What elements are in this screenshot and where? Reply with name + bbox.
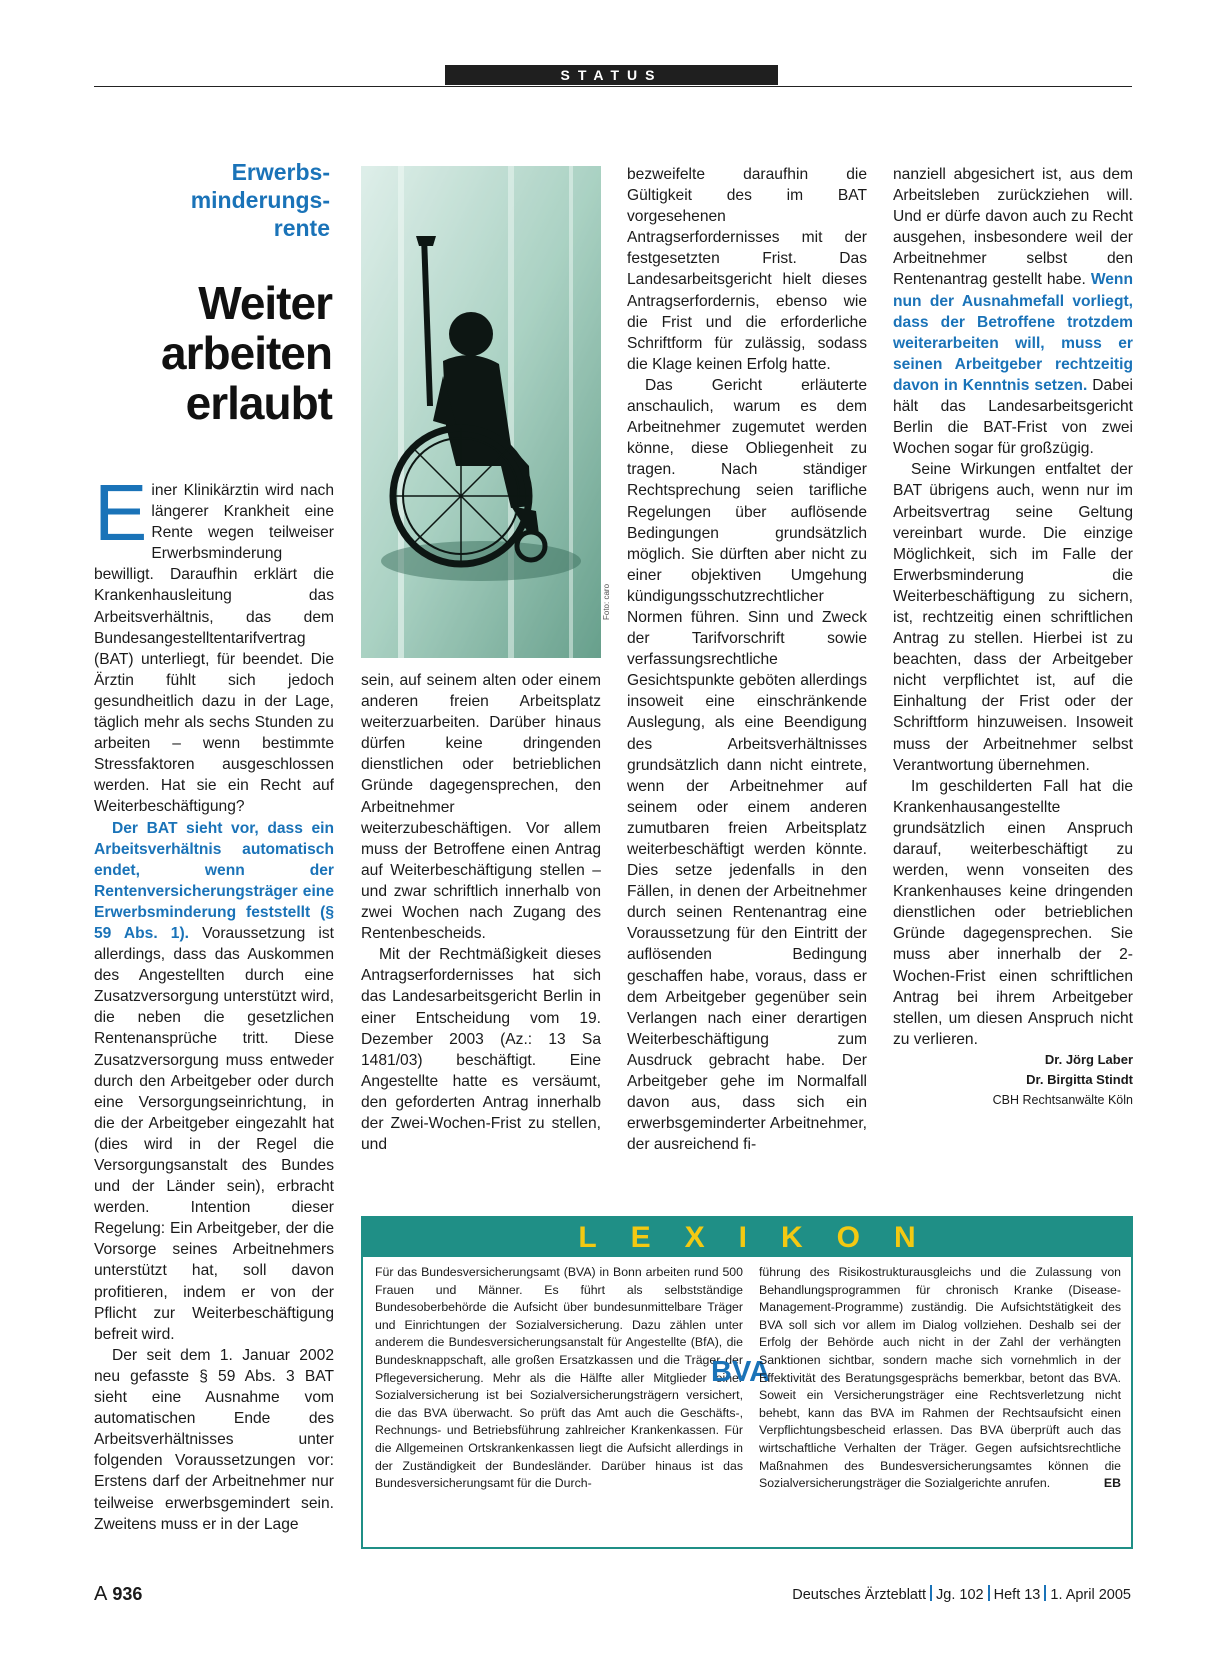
author-firm: CBH Rechtsanwälte Köln	[992, 1092, 1133, 1107]
author-name: Dr. Jörg Laber	[1044, 1051, 1133, 1067]
lexikon-signature: EB	[1103, 1476, 1121, 1491]
volume: Jg. 102	[936, 1587, 984, 1603]
paragraph: Das Gericht erläuterte anschaulich, warum es dem Arbeitnehmer zugemutet werden könne, diese Obliegenheit zu tragen. Nach ständiger Rechtsprechung seien tarifliche Regelungen über auflösende Bedingungen grundsätzlich möglich. Sie dürften aber nicht zu einer objektiven Umgehung kündigungsschutzrechtlicher Normen führen. Sinn und Zweck der Tarifvorschrift sowie verfassungsrechtliche Gesichtspunkte geböten allerdings insoweit eine einschränkende Auslegung, als eine Beendigung des Arbeitsverhältnisses grundsätzlich dann nicht eintrete, wenn der Arbeitnehmer auf seinem oder einem anderen zumutbaren freien Arbeitsplatz weiterbeschäftigt werden könnte. Dies setze jedenfalls in den Fällen, in denen der Arbeitnehmer durch seinen Rentenantrag eine Voraussetzung für den Eintritt der auflösenden Bedingung geschaffen habe, voraus, dass er dem Arbeitgeber gegenüber sein Verlangen nach einer derartigen Weiterbeschäftigung zum Ausdruck gebracht habe. Der Arbeitgeber gehe im Normalfall davon aus, dass sich ein erwerbsgeminderter Arbeitnehmer, der ausreichend fi-	[627, 376, 867, 1154]
lexikon-title: LEXIKON	[363, 1218, 1131, 1257]
article-column-2	[361, 670, 601, 1155]
lexikon-column-left: Für das Bundesversicherungsamt (BVA) in Bonn arbeiten rund 500 Frauen und Männer. Es führt als selbstständige Bundesoberbehörde die Aufsicht über bundesunmittelbare Träger und Einrichtungen der Sozialversicherung. Dazu zählen unter anderem die Bundesversicherungsanstalt für Angestellte (BfA), die Bundesknappschaft, alle großen Ersatzkassen und die Träger der Pflegeversicherung. Mehr als die Hälfte aller Mitglieder einer Sozialversicherung ist bei Sozialversicherungsträgern versichert, die das BVA überwacht. So prüft das Amt auch die Geschäfts-, Rechnungs- und Betriebsführung zahlreicher Krankenkassen. Für die Allgemeinen Ortskrankenkassen liegt die Aufsicht allerdings in der Zuständigkeit der Bundesländer. Darüber hinaus ist das Bundesversicherungsamt für die Durch-	[375, 1265, 743, 1491]
paragraph: Mit der Rechtmäßigkeit dieses Antragserfordernisses hat sich das Landesarbeitsgericht Berlin in einer Entscheidung vom 19. Dezember 2003 (Az.: 13 Sa 1481/03) beschäftigt. Eine Angestellte hatte es versäumt, den geforderten Antrag innerhalb der Zwei-Wochen-Frist zu stellen, und	[361, 946, 601, 1154]
wheelchair-photo	[361, 166, 601, 658]
paragraph: Seine Wirkungen entfaltet der BAT übrigens auch, wenn nur im Arbeitsvertrag seine Geltung vereinbart wurde. Die einzige Möglichkeit, sich im Falle der Erwerbsminderung die Weiterbeschäftigung zu sichern, ist, rechtzeitig einen schriftlichen Antrag zu stellen. Hierbei ist zu beachten, dass der Arbeitgeber nicht verpflichtet ist, auf die Einhaltung der Frist oder der Schriftform hinzuweisen. Insoweit muss der Arbeitnehmer selbst Verantwortung übernehmen.	[893, 461, 1133, 774]
dropcap: E	[94, 468, 148, 557]
page-number: A 936	[94, 1583, 143, 1605]
author-name: Dr. Birgitta Stindt	[1026, 1071, 1133, 1087]
issue: Heft 13	[993, 1587, 1041, 1603]
intro-paragraph: Einer Klinikärztin wird nach längerer Krankheit eine Rente wegen teilweiser Erwerbsminderung bewilligt. Daraufhin erklärt die Krankenhausleitung das Arbeitsverhältnis, das dem Bundesangestelltentarifvertrag (BAT) unterliegt, für beendet. Die Ärztin fühlt sich jedoch gesundheitlich dazu in der Lage, täglich mehr als sechs Stunden zu arbeiten – wenn bestimmte Stressfaktoren ausgeschlossen werden. Hat sie ein Recht auf Weiterbeschäftigung?	[94, 468, 334, 816]
date: 1. April 2005	[1050, 1587, 1131, 1603]
paragraph: sein, auf seinem alten oder einem anderen freien Arbeitsplatz weiterzuarbeiten. Darüber hinaus dürfen keine dringenden dienstlichen oder betrieblichen Gründe dagegensprechen, den Arbeitnehmer weiterzubeschäftigen. Vor allem muss der Betroffene einen Antrag auf Weiterbeschäftigung stellen – und zwar schriftlich innerhalb von zwei Wochen nach Zugang des Rentenbescheids.	[361, 672, 601, 943]
paragraph: Im geschilderten Fall hat die Krankenhausangestellte grundsätzlich einen Anspruch darauf, weiterbeschäftigt zu werden, wenn vonseiten des Krankenhauses keine dringenden dienstlichen oder betrieblichen Gründe dagegensprechen. Sie muss aber innerhalb der 2-Wochen-Frist einen schriftlichen Antrag bei ihrem Arbeitgeber stellen, um diesen Anspruch nicht zu verlieren.	[893, 777, 1133, 1048]
paragraph: nanziell abgesichert ist, aus dem Arbeitsleben zurückziehen will. Und er dürfe davon auch zu Recht ausgehen, insbesondere weil der Arbeitnehmer selbst den Rentenantrag gestellt habe. Wenn nun der Ausnahmefall vorliegt, dass der Betroffene trotzdem weiterarbeiten will, muss er seinen Arbeitgeber rechtzeitig davon in Kenntnis setzen. Dabei hält das Landesarbeitsgericht Berlin die BAT-Frist von zwei Wochen sogar für großzügig.	[893, 166, 1133, 458]
journal-name: Deutsches Ärzteblatt	[792, 1587, 927, 1603]
article-headline: Weiter arbeiten erlaubt	[161, 277, 332, 429]
journal-info	[792, 1585, 1131, 1603]
article-column-4	[893, 164, 1133, 1110]
paragraph: Der seit dem 1. Januar 2002 neu gefasste § 59 Abs. 3 BAT sieht eine Ausnahme vom automatischen Ende des Arbeitsverhältnisses unter folgenden Voraussetzungen vor: Erstens darf der Arbeitnehmer nur teilweise erwerbsgemindert sein. Zweitens muss er in der Lage	[94, 1346, 334, 1533]
lexikon-term: BVA	[711, 1356, 771, 1388]
highlight-text: Der BAT sieht vor, dass ein Arbeitsverhältnis automatisch endet, wenn der Rentenversicherungsträger eine Erwerbsminderung feststellt (§ 59 Abs. 1).	[94, 819, 334, 942]
highlight-text: Wenn nun der Ausnahmefall vorliegt, dass der Betroffene trotzdem weiterarbeiten will, muss er seinen Arbeitgeber rechtzeitig davon in Kenntnis setzen.	[893, 271, 1133, 394]
article-column-3	[627, 164, 867, 1155]
article-kicker: Erwerbs- minderungs- rente	[190, 159, 330, 241]
header-rule	[94, 86, 1132, 87]
lexikon-box	[361, 1216, 1133, 1549]
lexikon-column-right: führung des Risikostrukturausgleichs und die Zulassung von Behandlungsprogrammen für chronisch Kranke (Disease-Management-Programme) zuständig. Die Aufsichtstätigkeit des BVA soll sich vor allem im Dialog vollziehen. Deshalb sei der Erfolg der Behörde auch nicht in der Zahl der verhängten Sanktionen sichtbar, sondern mache sich vornehmlich in der Effektivität des Beratungsgesprächs bemerkbar, betont das BVA. Soweit ein Versicherungsträger eine Rechtsverletzung nicht behebt, kann das BVA im Rahmen der Rechtsaufsicht einen Verpflichtungsbescheid erlassen. Das BVA überprüft auch das wirtschaftliche Verhalten der Träger. Gegen aufsichtsrechtliche Maßnahmen des Bundesversicherungsamtes können die Sozialversicherungsträger die Sozialgerichte anrufen. EB	[759, 1264, 1121, 1493]
paragraph: Der BAT sieht vor, dass ein Arbeitsverhältnis automatisch endet, wenn der Rentenversicherungsträger eine Erwerbsminderung feststellt (§ 59 Abs. 1). Voraussetzung ist allerdings, dass das Auskommen des Angestellten durch eine Zusatzversorgung unterstützt wird, die neben die gesetzlichen Rentenansprüche tritt. Diese Zusatzversorgung muss entweder durch den Arbeitgeber oder durch eine Versorgungseinrichtung, in die der Arbeitgeber eingezahlt hat (dies wird in der Regel die Versorgungsanstalt des Bundes und der Länder sein), erbracht werden. Intention dieser Regelung: Ein Arbeitgeber, der die Vorsorge seines Arbeitnehmers unterstützt hat, soll davon profitieren, indem er von der Pflicht zur Weiterbeschäftigung befreit wird.	[94, 819, 334, 1343]
section-label: STATUS	[445, 65, 778, 85]
article-column-1	[94, 468, 334, 1535]
paragraph: bezweifelte daraufhin die Gültigkeit des im BAT vorgesehenen Antragserfordernisses mit der festgesetzten Frist. Das Landesarbeitsgericht hielt dieses Antragserfordernis, ebenso wie die Frist und die erforderliche Schriftform für zulässig, sodass die Klage keinen Erfolg hatte.	[627, 166, 867, 373]
photo-credit: Foto: caro	[602, 583, 611, 620]
